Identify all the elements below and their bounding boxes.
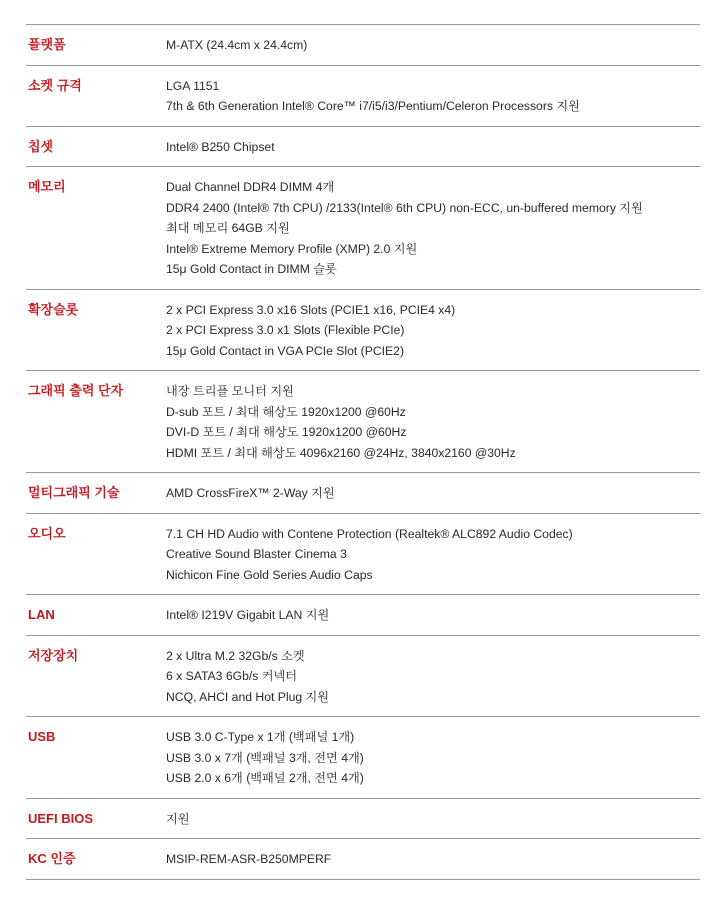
spec-label: 플랫폼 xyxy=(28,37,66,52)
spec-value-line: Dual Channel DDR4 DIMM 4개 xyxy=(166,180,335,194)
spec-row xyxy=(26,290,700,372)
spec-label: 그래픽 출력 단자 xyxy=(28,383,124,398)
spec-row xyxy=(26,66,700,127)
spec-label: LAN xyxy=(28,607,55,622)
spec-value-line: AMD CrossFireX™ 2-Way 지원 xyxy=(166,486,335,500)
spec-row xyxy=(26,514,700,596)
spec-value-line: 15μ Gold Contact in VGA PCIe Slot (PCIE2) xyxy=(166,343,405,358)
spec-row xyxy=(26,717,700,799)
spec-row xyxy=(26,167,700,290)
spec-row xyxy=(26,371,700,473)
spec-values xyxy=(166,727,700,789)
spec-value-line: HDMI 포트 / 최대 해상도 4096x2160 @24Hz, 3840x2160 @30Hz xyxy=(166,445,516,460)
spec-value-line: Intel® I219V Gigabit LAN 지원 xyxy=(166,608,330,622)
spec-table xyxy=(26,24,700,880)
spec-value-line: M-ATX (24.4cm x 24.4cm) xyxy=(166,38,308,52)
spec-value-line: USB 2.0 x 6개 (백패널 2개, 전면 4개) xyxy=(166,771,364,785)
spec-values xyxy=(166,646,700,708)
spec-label: 오디오 xyxy=(28,525,66,541)
spec-label: 소켓 규격 xyxy=(28,77,82,93)
spec-value-line: DDR4 2400 (Intel® 7th CPU) /2133(Intel® 6th CPU) non-ECC, un-buffered memory 지원 xyxy=(166,200,643,215)
spec-value-line: USB 3.0 C-Type x 1개 (백패널 1개) xyxy=(166,730,355,744)
spec-values xyxy=(166,300,700,362)
spec-values xyxy=(166,35,700,56)
spec-value-line: 2 x Ultra M.2 32Gb/s 소켓 xyxy=(166,648,305,663)
spec-value-line: LGA 1151 xyxy=(166,78,220,93)
spec-value-line: USB 3.0 x 7개 (백패널 3개, 전면 4개) xyxy=(166,750,364,765)
spec-value-line: Creative Sound Blaster Cinema 3 xyxy=(166,547,347,561)
spec-label: 멀티그래픽 기술 xyxy=(28,485,120,500)
spec-values xyxy=(166,381,700,463)
spec-value-line: 6 x SATA3 6Gb/s 커넥터 xyxy=(166,669,298,683)
spec-label: 확장슬롯 xyxy=(28,301,79,317)
spec-values xyxy=(166,483,700,504)
spec-values xyxy=(166,76,700,117)
spec-value-line: Intel® Extreme Memory Profile (XMP) 2.0 지원 xyxy=(166,241,418,256)
spec-value-line: 내장 트리플 모니터 지원 xyxy=(166,384,294,398)
spec-label: 저장장치 xyxy=(28,647,79,663)
spec-value-line: D-sub 포트 / 최대 해상도 1920x1200 @60Hz xyxy=(166,404,406,419)
spec-label: UEFI BIOS xyxy=(28,810,94,826)
spec-row xyxy=(26,127,700,168)
spec-values xyxy=(166,137,700,158)
spec-row xyxy=(26,839,700,880)
spec-value-line: NCQ, AHCI and Hot Plug 지원 xyxy=(166,689,330,704)
spec-row xyxy=(26,473,700,514)
spec-value-line: 7.1 CH HD Audio with Contene Protection (Realtek® ALC892 Audio Codec) xyxy=(166,526,573,541)
spec-values xyxy=(166,849,700,870)
spec-value-line: MSIP-REM-ASR-B250MPERF xyxy=(166,852,332,866)
spec-label: 메모리 xyxy=(28,179,66,194)
spec-value-line: 2 x PCI Express 3.0 x16 Slots (PCIE1 x16, PCIE4 x4) xyxy=(166,302,456,317)
spec-label: USB xyxy=(28,729,56,744)
spec-values xyxy=(166,605,700,626)
spec-row xyxy=(26,799,700,840)
spec-values xyxy=(166,809,700,830)
spec-value-line: DVI-D 포트 / 최대 해상도 1920x1200 @60Hz xyxy=(166,425,407,439)
spec-row xyxy=(26,25,700,66)
spec-value-line: 최대 메모리 64GB 지원 xyxy=(166,221,290,235)
spec-value-line: Intel® B250 Chipset xyxy=(166,139,275,154)
spec-value-line: 7th & 6th Generation Intel® Core™ i7/i5/i3/Pentium/Celeron Processors 지원 xyxy=(166,99,580,113)
spec-row xyxy=(26,636,700,718)
spec-value-line: 2 x PCI Express 3.0 x1 Slots (Flexible PCIe) xyxy=(166,323,405,337)
spec-row xyxy=(26,595,700,636)
spec-values xyxy=(166,177,700,280)
spec-values xyxy=(166,524,700,586)
spec-value-line: Nichicon Fine Gold Series Audio Caps xyxy=(166,567,373,582)
spec-value-line: 15μ Gold Contact in DIMM 슬롯 xyxy=(166,262,337,276)
spec-label: KC 인증 xyxy=(28,851,76,866)
spec-value-line: 지원 xyxy=(166,811,190,826)
spec-label: 칩셋 xyxy=(28,138,54,154)
